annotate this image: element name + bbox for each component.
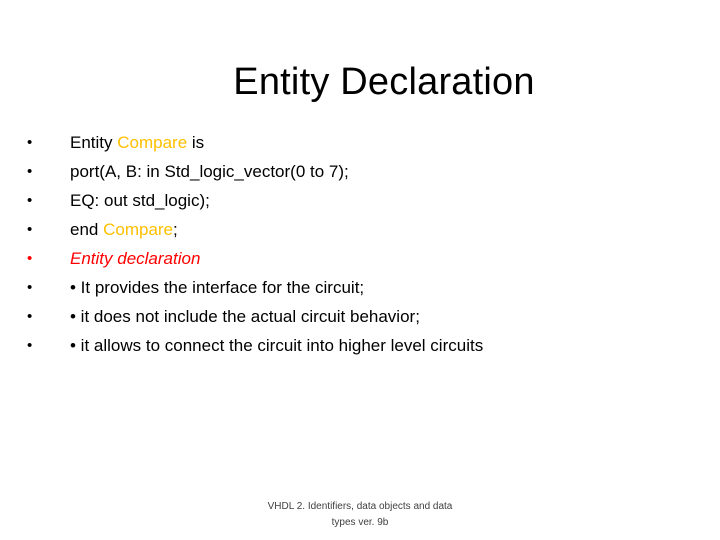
bullet-icon: • (27, 250, 33, 267)
slide-footer (250, 499, 470, 531)
bullet-item-emphasis (27, 244, 687, 273)
bullet-item (27, 331, 687, 360)
bullet-text-emphasis: Entity declaration (70, 249, 201, 268)
bullet-text: • it allows to connect the circuit into higher level circuits (70, 336, 484, 355)
bullet-text: • It provides the interface for the circuit; (70, 278, 365, 297)
bullet-item (27, 215, 687, 244)
entity-name-highlight: Compare (117, 133, 188, 152)
bullet-list (27, 128, 687, 360)
bullet-item (27, 157, 687, 186)
text-segment: Entity (70, 133, 118, 152)
bullet-item (27, 186, 687, 215)
slide-title: Entity Declaration (233, 61, 535, 103)
bullet-text: EQ: out std_logic); (70, 191, 210, 210)
bullet-item (27, 128, 687, 157)
bullet-icon: • (27, 337, 33, 354)
bullet-text: port(A, B: in Std_logic_vector(0 to 7); (70, 162, 349, 181)
footer-line: types ver. 9b (331, 517, 389, 528)
bullet-icon: • (27, 308, 33, 325)
bullet-text: • it does not include the actual circuit behavior; (70, 307, 420, 326)
bullet-icon: • (27, 279, 33, 296)
text-segment: end (70, 220, 104, 239)
bullet-icon: • (27, 221, 33, 238)
bullet-item (27, 302, 687, 331)
bullet-text (70, 215, 178, 244)
bullet-item (27, 273, 687, 302)
bullet-text (70, 128, 204, 157)
text-segment: ; (173, 220, 178, 239)
footer-line: VHDL 2. Identifiers, data objects and data (267, 501, 453, 512)
bullet-icon: • (27, 163, 33, 180)
text-segment: is (187, 133, 205, 152)
entity-name-highlight: Compare (103, 220, 174, 239)
bullet-icon: • (27, 134, 33, 151)
bullet-icon: • (27, 192, 33, 209)
